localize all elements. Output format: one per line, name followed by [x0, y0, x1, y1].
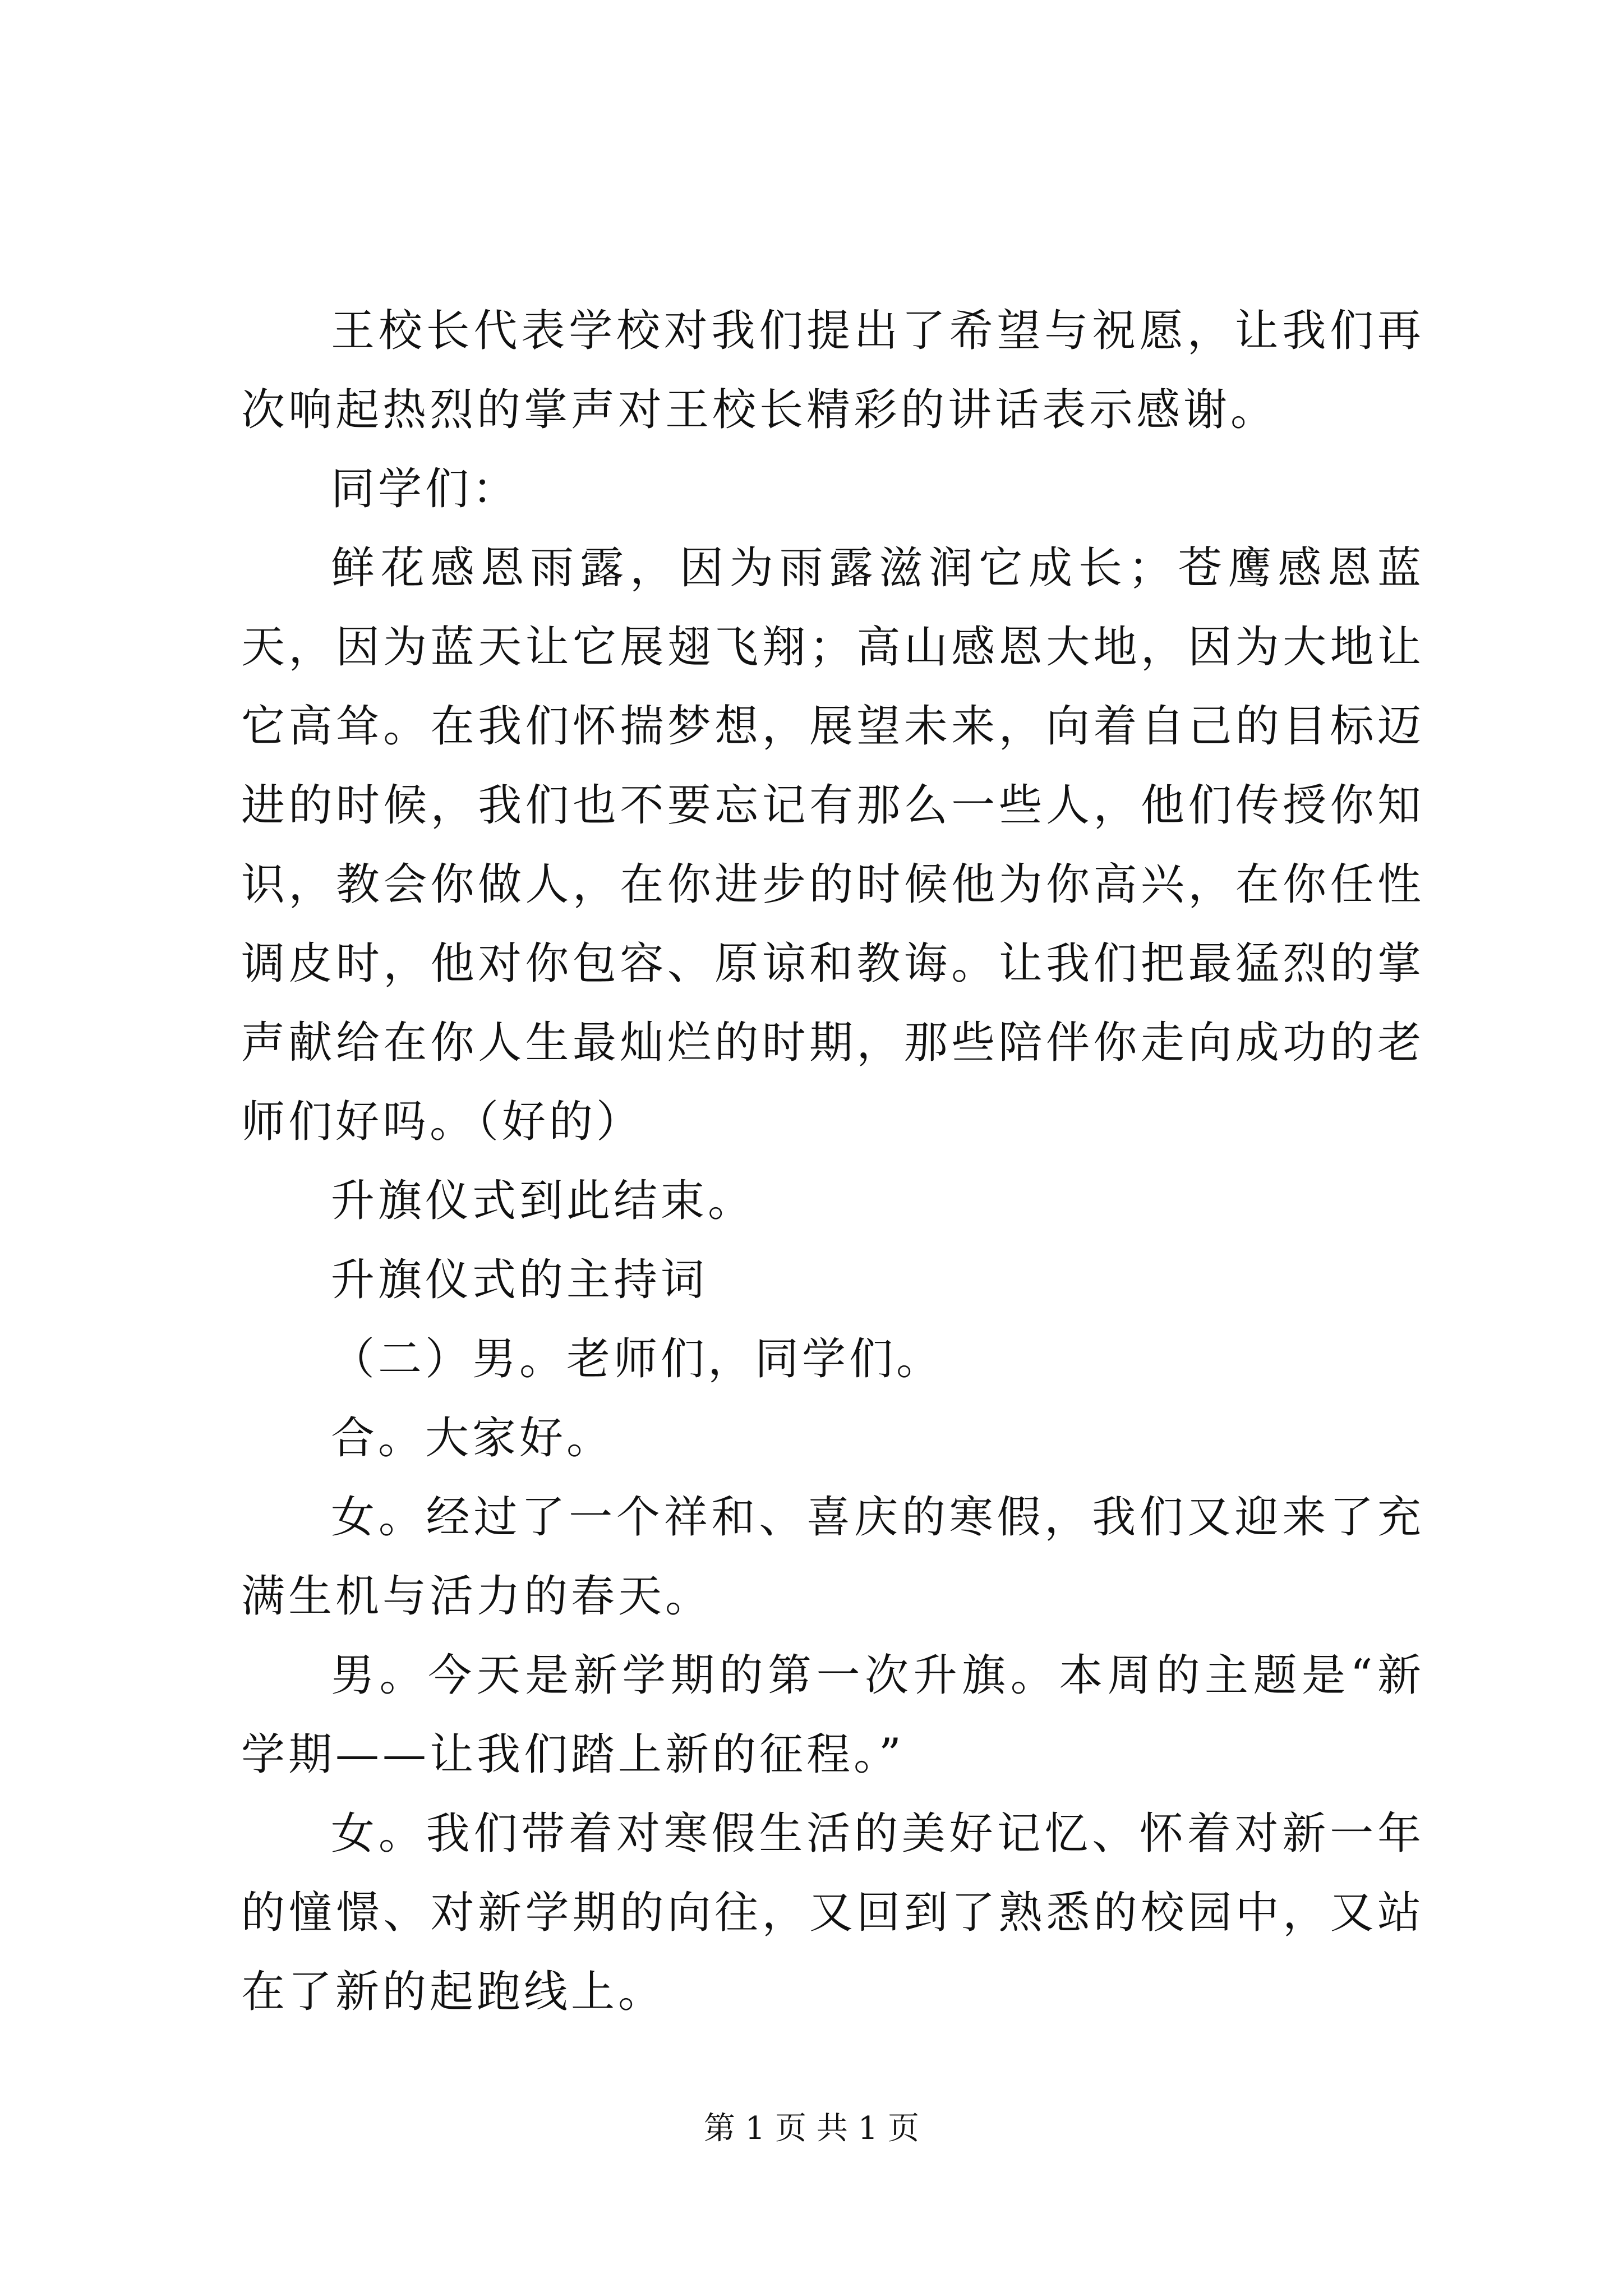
- paragraph-female-return: 女。我们带着对寒假生活的美好记忆、怀着对新一年的憧憬、对新学期的向往，又回到了熟悉的校园中，又站在了新的起跑线上。: [241, 1809, 1424, 2017]
- page-footer: 第 1 页 共 1 页: [703, 2110, 920, 2147]
- paragraph-ceremony-end: 升旗仪式到此结束。: [331, 1176, 755, 1226]
- paragraph-female-spring: 女。经过了一个祥和、喜庆的寒假，我们又迎来了充满生机与活力的春天。: [241, 1492, 1424, 1622]
- paragraph-male-opening: （二）男。老师们，同学们。: [331, 1334, 944, 1384]
- paragraph-gratitude: 鲜花感恩雨露，因为雨露滋润它成长；苍鹰感恩蓝天，因为蓝天让它展翅飞翔；高山感恩大地，因为大地让它高耸。在我们怀揣梦想，展望未来，向着自己的目标迈进的时候，我们也不要忘记有那么一些人，他们传授你知识，教会你做人，在你进步的时候他为你高兴，在你任性调皮时，他对你包容、原谅和教诲。让我们把最猛烈的掌声献给在你人生最灿烂的时期，那些陪伴你走向成功的老师们好吗。（好的）: [241, 543, 1424, 1147]
- paragraph-together: 合。大家好。: [331, 1413, 614, 1464]
- paragraph-greeting: 同学们：: [331, 464, 520, 514]
- document-body: [241, 292, 1424, 2032]
- paragraph-closing-thanks: 王校长代表学校对我们提出了希望与祝愿，让我们再次响起热烈的掌声对王校长精彩的讲话表示感谢。: [241, 306, 1424, 435]
- paragraph-section-title: 升旗仪式的主持词: [331, 1255, 708, 1305]
- paragraph-male-theme: 男。今天是新学期的第一次升旗。本周的主题是“新学期——让我们踏上新的征程。”: [241, 1650, 1424, 1780]
